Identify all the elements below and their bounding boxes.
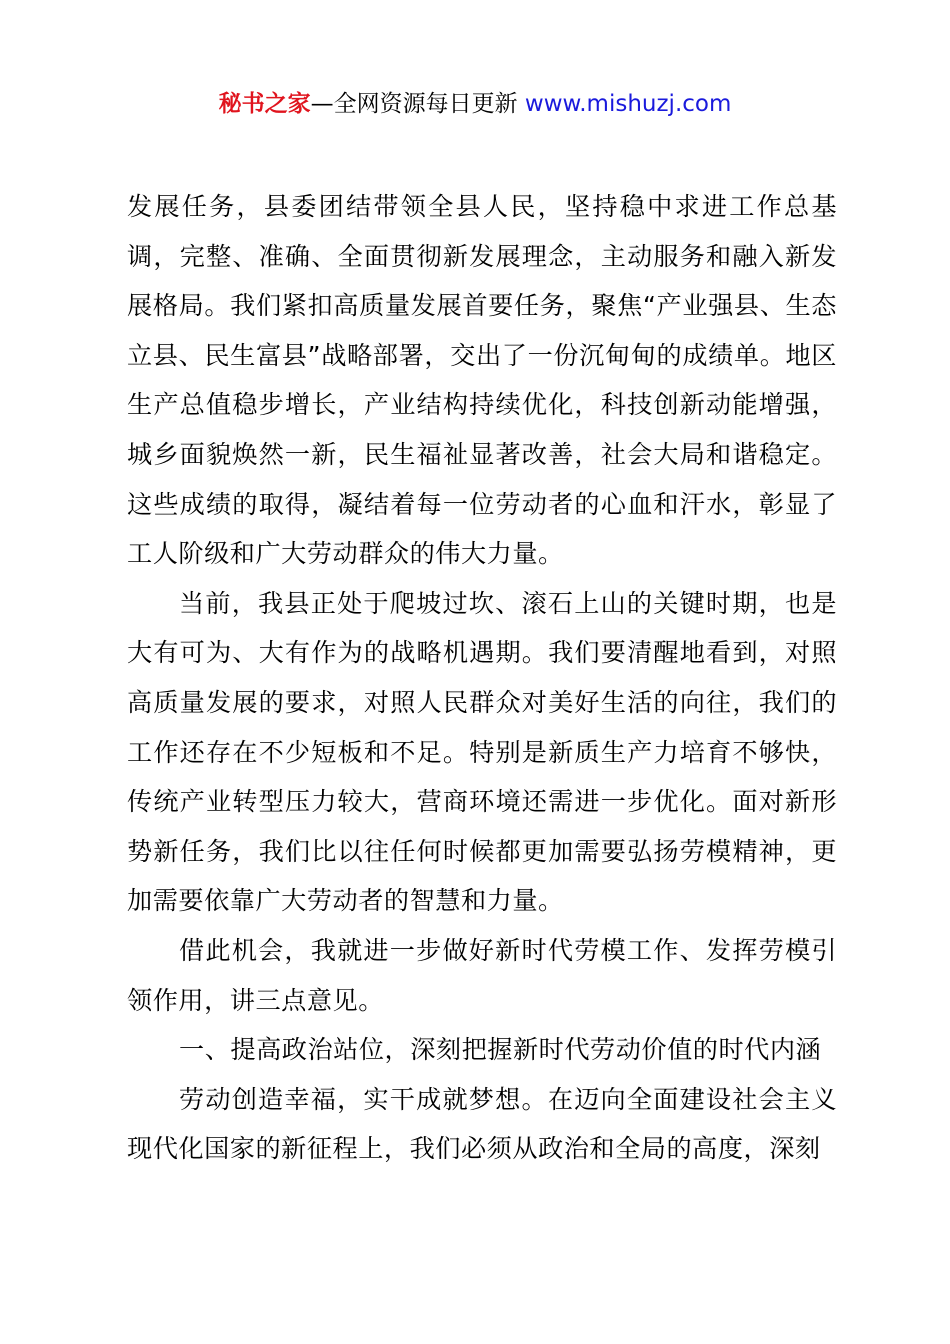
website-link[interactable]: www.mishuzj.com: [524, 91, 732, 117]
section-heading: 一、提高政治站位，深刻把握新时代劳动价值的时代内涵: [179, 1035, 822, 1065]
header-tagline: —全网资源每日更新: [310, 91, 525, 117]
paragraph: 当前，我县正处于爬坡过坎、滚石上山的关键时期，也是大有可为、大有作为的战略机遇期。我们要清醒地看到，对照高质量发展的要求，对照人民群众对美好生活的向往，我们的工作还存在不少短板和不足。特别是新质生产力培育不够快，传统产业转型压力较大，营商环境还需进一步优化。面对新形势新任务，我们比以往任何时候都更加需要弘扬劳模精神，更加需要依靠广大劳动者的智慧和力量。: [127, 588, 837, 916]
page-header: [0, 86, 950, 122]
document-body: [127, 182, 837, 1174]
paragraph-continued: 发展任务，县委团结带领全县人民，坚持稳中求进工作总基调，完整、准确、全面贯彻新发展理念，主动服务和融入新发展格局。我们紧扣高质量发展首要任务，聚焦“产业强县、生态立县、民生富县”战略部署，交出了一份沉甸甸的成绩单。地区生产总值稳步增长，产业结构持续优化，科技创新动能增强，城乡面貌焕然一新，民生福祉显著改善，社会大局和谐稳定。这些成绩的取得，凝结着每一位劳动者的心血和汗水，彰显了工人阶级和广大劳动群众的伟大力量。: [127, 192, 837, 569]
paragraph: 借此机会，我就进一步做好新时代劳模工作、发挥劳模引领作用，讲三点意见。: [127, 935, 837, 1015]
brand-name: 秘书之家: [218, 91, 311, 117]
paragraph: 劳动创造幸福，实干成就梦想。在迈向全面建设社会主义现代化国家的新征程上，我们必须从政治和全局的高度，深刻: [127, 1084, 837, 1164]
